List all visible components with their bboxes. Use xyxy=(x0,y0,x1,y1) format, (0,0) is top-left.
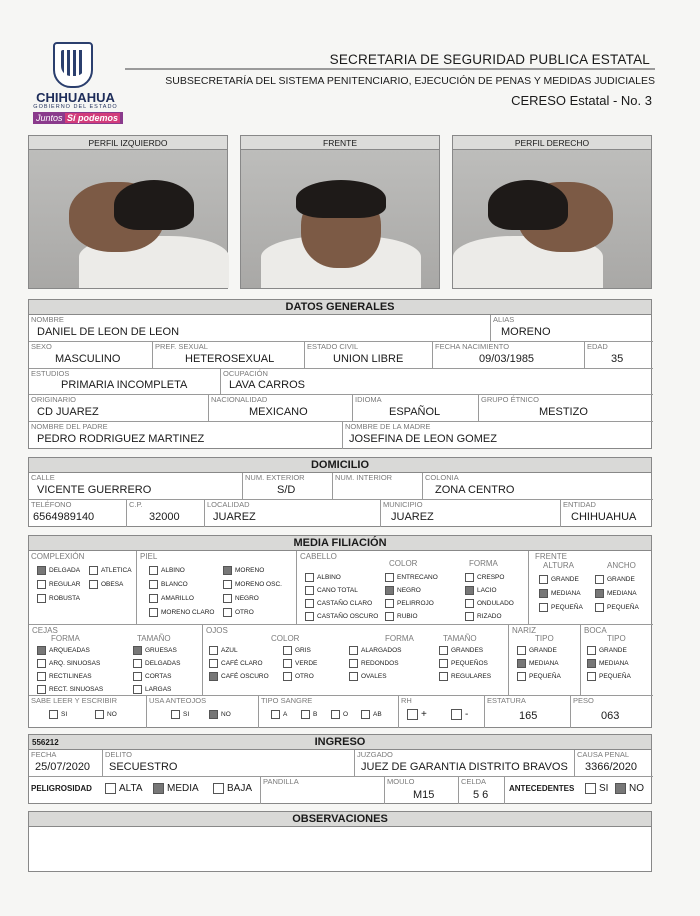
field-estudios: ESTUDIOS PRIMARIA INCOMPLETA xyxy=(29,369,221,395)
field-originario: ORIGINARIO CD JUAREZ xyxy=(29,395,209,422)
group-ojos: OJOS COLOR FORMA TAMAÑO AZUL CAFÉ CLARO CAFÉ OSCURO GRIS VERDE OTRO ALARGADOS REDONDOS OVALES GRANDES PEQUEÑOS REGULARES xyxy=(203,625,509,696)
group-tipo-sangre: TIPO SANGRE A B O AB xyxy=(259,696,399,728)
field-nombre: NOMBRE DANIEL DE LEON DE LEON xyxy=(29,315,491,342)
field-colonia: COLONIA ZONA CENTRO xyxy=(423,473,653,500)
photo-left-profile xyxy=(28,135,228,289)
ingreso-id: 556212 xyxy=(32,738,59,747)
checkbox-antecedentes-no[interactable] xyxy=(615,783,626,794)
photo-caption: PERFIL IZQUIERDO xyxy=(29,136,227,150)
section-title: DOMICILIO xyxy=(29,458,651,473)
checkbox-nariz-grande[interactable] xyxy=(517,646,526,655)
checkbox-cabello-pelirrojo[interactable] xyxy=(385,599,394,608)
checkbox-cabello-ondulado[interactable] xyxy=(465,599,474,608)
group-cabello: CABELLO COLOR FORMA ALBINO CANO TOTAL CASTAÑO CLARO CASTAÑO OSCURO ENTRECANO NEGRO PELIRROJO RUBIO CRESPO LACIO ONDULADO RIZADO xyxy=(297,551,529,625)
field-modulo: MOULO M15 xyxy=(385,777,459,804)
checkbox-cabello-albino[interactable] xyxy=(305,573,314,582)
photo-right-profile xyxy=(452,135,652,289)
checkbox-leer-no[interactable] xyxy=(95,710,104,719)
field-causa-penal: CAUSA PENAL 3366/2020 xyxy=(575,750,653,777)
mugshot-image xyxy=(453,150,651,288)
group-boca: BOCA TIPO GRANDE MEDIANA PEQUEÑA xyxy=(581,625,653,696)
checkbox-ojos-verde[interactable] xyxy=(283,659,292,668)
checkbox-cabello-cano[interactable] xyxy=(305,586,314,595)
group-frente: FRENTE ALTURA ANCHO GRANDE MEDIANA PEQUEÑA GRANDE MEDIANA PEQUEÑA xyxy=(529,551,653,625)
checkbox-robusta[interactable] xyxy=(37,594,46,603)
checkbox-ojos-alargados[interactable] xyxy=(349,646,358,655)
checkbox-cejas-rectilineas[interactable] xyxy=(37,672,46,681)
checkbox-piel-otro[interactable] xyxy=(223,608,232,617)
field-pref-sexual: PREF. SEXUAL HETEROSEXUAL xyxy=(153,342,305,369)
checkbox-delgada[interactable] xyxy=(37,566,46,575)
group-nariz: NARIZ TIPO GRANDE MEDIANA PEQUEÑA xyxy=(509,625,581,696)
checkbox-cabello-negro[interactable] xyxy=(385,586,394,595)
checkbox-cejas-rect-sinuosas[interactable] xyxy=(37,685,46,694)
checkbox-piel-moreno-claro[interactable] xyxy=(149,608,158,617)
checkbox-piel-amarillo[interactable] xyxy=(149,594,158,603)
checkbox-boca-grande[interactable] xyxy=(587,646,596,655)
ingreso-section xyxy=(28,734,652,804)
checkbox-piel-negro[interactable] xyxy=(223,594,232,603)
observaciones-section xyxy=(28,811,652,872)
checkbox-piel-moreno-osc[interactable] xyxy=(223,580,232,589)
logo-slogan: Juntos Sí podemos xyxy=(33,112,123,124)
checkbox-anteojos-si[interactable] xyxy=(171,710,180,719)
checkbox-sangre-o[interactable] xyxy=(331,710,340,719)
group-anteojos: USA ANTEOJOS SI NO xyxy=(147,696,259,728)
checkbox-frente-alt-pequena[interactable] xyxy=(539,603,548,612)
checkbox-frente-alt-grande[interactable] xyxy=(539,575,548,584)
checkbox-nariz-pequena[interactable] xyxy=(517,672,526,681)
field-fecha-nacimiento: FECHA NACIMIENTO 09/03/1985 xyxy=(433,342,585,369)
header-cereso: CERESO Estatal - No. 3 xyxy=(511,93,652,108)
field-localidad: LOCALIDAD JUAREZ xyxy=(205,500,381,527)
checkbox-frente-anc-pequena[interactable] xyxy=(595,603,604,612)
field-pandilla: PANDILLA xyxy=(261,777,385,804)
group-sabe-leer: SABE LEER Y ESCRIBIR SI NO xyxy=(29,696,147,728)
field-delito: DELITO SECUESTRO xyxy=(103,750,355,777)
photo-caption: FRENTE xyxy=(241,136,439,150)
field-juzgado: JUZGADO JUEZ DE GARANTIA DISTRITO BRAVOS xyxy=(355,750,575,777)
checkbox-cabello-lacio[interactable] xyxy=(465,586,474,595)
field-num-exterior: NUM. EXTERIOR S/D xyxy=(243,473,333,500)
checkbox-ojos-cafe-claro[interactable] xyxy=(209,659,218,668)
checkbox-atletica[interactable] xyxy=(89,566,98,575)
checkbox-peligrosidad-baja[interactable] xyxy=(213,783,224,794)
checkbox-boca-pequena[interactable] xyxy=(587,672,596,681)
shield-icon xyxy=(53,42,93,88)
checkbox-cabello-crespo[interactable] xyxy=(465,573,474,582)
field-peso: PESO 063 xyxy=(573,696,620,722)
field-padre: NOMBRE DEL PADRE PEDRO RODRIGUEZ MARTINEZ xyxy=(29,422,343,449)
photo-front xyxy=(240,135,440,289)
field-nacionalidad: NACIONALIDAD MEXICANO xyxy=(209,395,353,422)
field-estatura: ESTATURA 165 xyxy=(485,696,571,728)
field-telefono: TELÉFONO 6564989140 xyxy=(29,500,127,527)
checkbox-piel-blanco[interactable] xyxy=(149,580,158,589)
field-edad: EDAD 35 xyxy=(585,342,653,369)
checkbox-sangre-a[interactable] xyxy=(271,710,280,719)
mugshot-image xyxy=(29,150,227,288)
checkbox-cejas-cortas[interactable] xyxy=(133,672,142,681)
checkbox-boca-mediana[interactable] xyxy=(587,659,596,668)
checkbox-ojos-grandes[interactable] xyxy=(439,646,448,655)
checkbox-frente-anc-grande[interactable] xyxy=(595,575,604,584)
checkbox-ojos-azul[interactable] xyxy=(209,646,218,655)
group-cejas: CEJAS FORMA TAMAÑO ARQUEADAS ARQ. SINUOSAS RECTILINEAS RECT. SINUOSAS GRUESAS DELGADAS CORTAS LARGAS xyxy=(29,625,203,696)
media-filiacion-section xyxy=(28,535,652,728)
group-piel: PIEL ALBINO MORENO BLANCO MORENO OSC. AMARILLO NEGRO MORENO CLARO OTRO xyxy=(137,551,297,625)
checkbox-cabello-entrecano[interactable] xyxy=(385,573,394,582)
checkbox-ojos-otro[interactable] xyxy=(283,672,292,681)
checkbox-cejas-gruesas[interactable] xyxy=(133,646,142,655)
field-celda: CELDA 5 6 xyxy=(459,777,505,804)
checkbox-cabello-castano-claro[interactable] xyxy=(305,599,314,608)
field-calle: CALLE VICENTE GUERRERO xyxy=(29,473,243,500)
field-grupo-etnico: GRUPO ÉTNICO MESTIZO xyxy=(479,395,653,422)
mugshot-image xyxy=(241,150,439,288)
checkbox-frente-alt-mediana[interactable] xyxy=(539,589,548,598)
checkbox-antecedentes-si[interactable] xyxy=(585,783,596,794)
logo-sub: GOBIERNO DEL ESTADO xyxy=(33,104,118,110)
domicilio-section xyxy=(28,457,652,527)
field-entidad: ENTIDAD CHIHUAHUA xyxy=(563,500,637,523)
field-cp: C.P. 32000 xyxy=(127,500,205,527)
group-peligrosidad: PELIGROSIDAD ALTA MEDIA BAJA xyxy=(29,777,261,804)
checkbox-leer-si[interactable] xyxy=(49,710,58,719)
group-rh: RH + - xyxy=(399,696,485,728)
checkbox-rh-negativo[interactable] xyxy=(451,709,462,720)
checkbox-ojos-redondos[interactable] xyxy=(349,659,358,668)
checkbox-ojos-cafe-oscuro[interactable] xyxy=(209,672,218,681)
checkbox-obesa[interactable] xyxy=(89,580,98,589)
field-alias: ALIAS MORENO xyxy=(491,315,653,342)
header-title: SECRETARIA DE SEGURIDAD PUBLICA ESTATAL xyxy=(329,52,650,67)
header-divider xyxy=(125,68,655,70)
logo-name: CHIHUAHUA xyxy=(36,90,115,105)
header-subtitle: SUBSECRETARÍA DEL SISTEMA PENITENCIARIO, EJECUCIÓN DE PENAS Y MEDIDAS JUDICIALES xyxy=(165,75,655,87)
checkbox-ojos-regulares[interactable] xyxy=(439,672,448,681)
field-municipio: MUNICIPIO JUAREZ xyxy=(381,500,561,527)
checkbox-ojos-pequenos[interactable] xyxy=(439,659,448,668)
checkbox-regular[interactable] xyxy=(37,580,46,589)
field-idioma: IDIOMA ESPAÑOL xyxy=(353,395,479,422)
checkbox-piel-albino[interactable] xyxy=(149,566,158,575)
checkbox-cabello-castano-oscuro[interactable] xyxy=(305,612,314,621)
field-sexo: SEXO MASCULINO xyxy=(29,342,153,369)
section-title: MEDIA FILIACIÓN xyxy=(29,536,651,551)
checkbox-piel-moreno[interactable] xyxy=(223,566,232,575)
observaciones-textarea[interactable] xyxy=(29,827,651,871)
checkbox-sangre-ab[interactable] xyxy=(361,710,370,719)
checkbox-cejas-delgadas[interactable] xyxy=(133,659,142,668)
checkbox-cabello-rizado[interactable] xyxy=(465,612,474,621)
state-logo xyxy=(28,40,123,135)
photo-caption: PERFIL DERECHO xyxy=(453,136,651,150)
checkbox-ojos-gris[interactable] xyxy=(283,646,292,655)
section-title: DATOS GENERALES xyxy=(29,300,651,315)
section-title: 556212 INGRESO xyxy=(29,735,651,750)
checkbox-anteojos-no[interactable] xyxy=(209,710,218,719)
checkbox-cejas-arqueadas[interactable] xyxy=(37,646,46,655)
field-fecha-ingreso: FECHA 25/07/2020 xyxy=(29,750,103,777)
datos-generales-section xyxy=(28,299,652,449)
checkbox-peligrosidad-alta[interactable] xyxy=(105,783,116,794)
group-complexion: COMPLEXIÓN DELGADA ATLETICA REGULAR OBESA ROBUSTA xyxy=(29,551,137,625)
field-num-interior: NUM. INTERIOR xyxy=(333,473,423,500)
checkbox-nariz-mediana[interactable] xyxy=(517,659,526,668)
group-antecedentes: ANTECEDENTES SI NO xyxy=(509,783,644,794)
checkbox-sangre-b[interactable] xyxy=(301,710,310,719)
checkbox-cejas-arq-sinuosas[interactable] xyxy=(37,659,46,668)
checkbox-cabello-rubio[interactable] xyxy=(385,612,394,621)
field-madre: NOMBRE DE LA MADRE JOSEFINA DE LEON GOMEZ xyxy=(345,422,497,445)
checkbox-peligrosidad-media[interactable] xyxy=(153,783,164,794)
field-estado-civil: ESTADO CIVIL UNION LIBRE xyxy=(305,342,433,369)
checkbox-rh-positivo[interactable] xyxy=(407,709,418,720)
checkbox-frente-anc-mediana[interactable] xyxy=(595,589,604,598)
checkbox-cejas-largas[interactable] xyxy=(133,685,142,694)
field-ocupacion: OCUPACIÓN LAVA CARROS xyxy=(221,369,653,395)
section-title: OBSERVACIONES xyxy=(29,812,651,827)
checkbox-ojos-ovales[interactable] xyxy=(349,672,358,681)
